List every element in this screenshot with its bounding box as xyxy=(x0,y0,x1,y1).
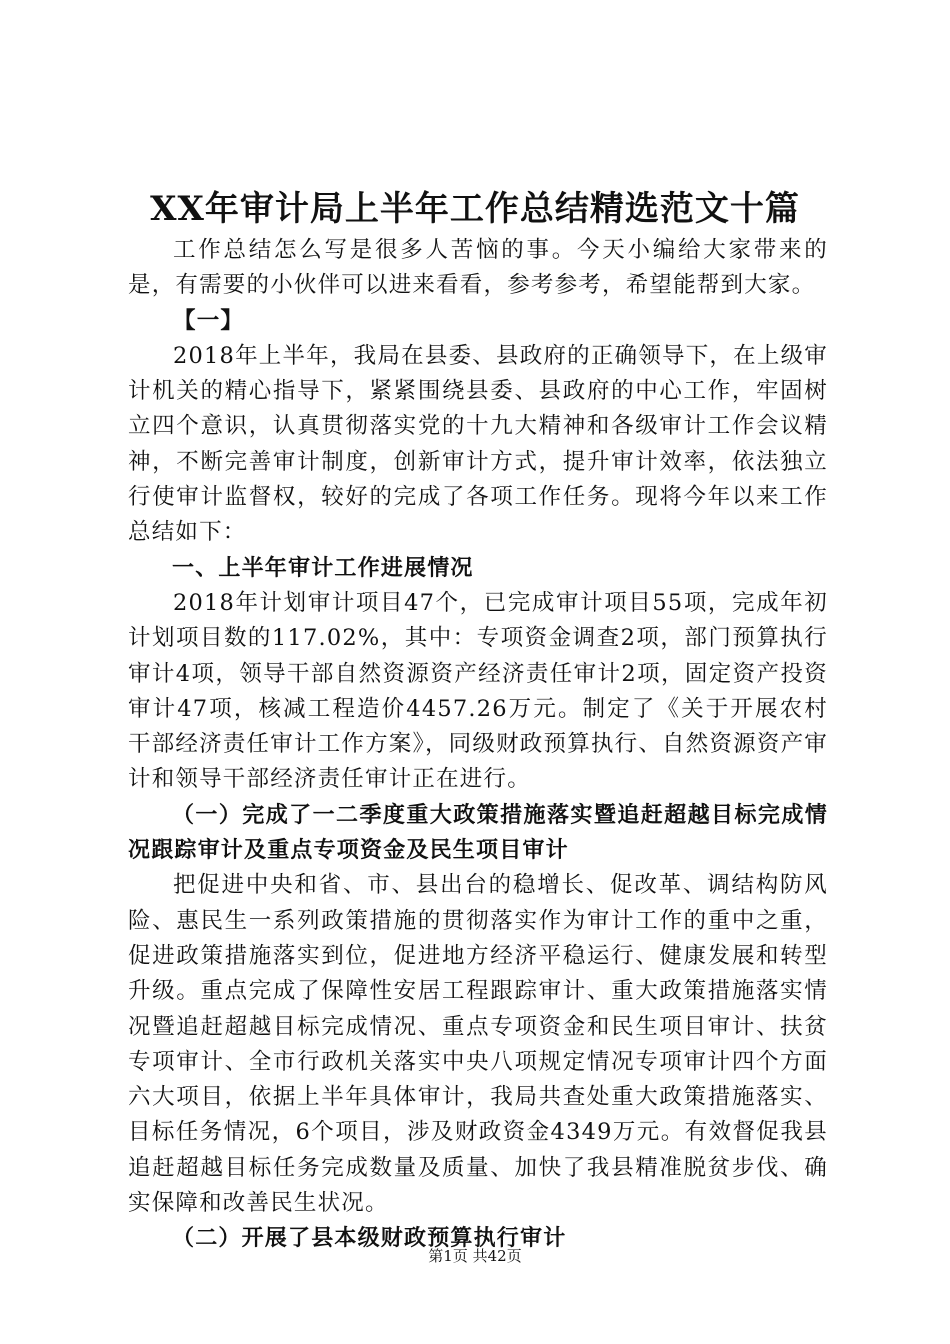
subsection-heading-2: （二）开展了县本级财政预算执行审计 xyxy=(172,1226,567,1252)
summary-paragraph: 2018年上半年，我局在县委、县政府的正确领导下，在上级审计机关的精心指导下，紧紧围绕县委、县政府的中心工作，牢固树立四个意识，认真贯彻落实党的十九大精神和各级审计工作会议精神，不断完善审计制度，创新审计方式，提升审计效率，依法独立行使审计监督权，较好的完成了各项工作任务。现将今年以来工作总结如下： xyxy=(128,342,828,546)
subsection-heading-1: （一）完成了一二季度重大政策措施落实暨追赶超越目标完成情况跟踪审计及重点专项资金及民生项目审计 xyxy=(128,802,828,864)
document-body xyxy=(128,233,828,1257)
page-footer: 第1页 共42页 xyxy=(428,1247,522,1265)
progress-paragraph: 2018年计划审计项目47个，已完成审计项目55项，完成年初计划项目数的117.02%，其中：专项资金调查2项，部门预算执行审计4项，领导干部自然资源资产经济责任审计2项，固定资产投资审计47项，核减工程造价4457.26万元。制定了《关于开展农村干部经济责任审计工作方案》，同级财政预算执行、自然资源资产审计和领导干部经济责任审计正在进行。 xyxy=(128,589,828,793)
policy-paragraph: 把促进中央和省、市、县出台的稳增长、促改革、调结构防风险、惠民生一系列政策措施的贯彻落实作为审计工作的重中之重，促进政策措施落实到位，促进地方经济平稳运行、健康发展和转型升级。重点完成了保障性安居工程跟踪审计、重大政策措施落实情况暨追赶超越目标完成情况、重点专项资金和民生项目审计、扶贫专项审计、全市行政机关落实中央八项规定情况专项审计四个方面六大项目，依据上半年具体审计，我局共查处重大政策措施落实、目标任务情况，6个项目，涉及财政资金4349万元。有效督促我县追赶超越目标任务完成数量及质量、加快了我县精准脱贫步伐、确实保障和改善民生状况。 xyxy=(128,872,828,1217)
section-heading: 一、上半年审计工作进展情况 xyxy=(172,555,474,581)
intro-paragraph: 工作总结怎么写是很多人苦恼的事。今天小编给大家带来的是，有需要的小伙伴可以进来看看，参考参考，希望能帮到大家。 xyxy=(128,237,828,299)
section-marker: 【一】 xyxy=(173,307,245,334)
document-title: XX年审计局上半年工作总结精选范文十篇 xyxy=(150,189,800,229)
